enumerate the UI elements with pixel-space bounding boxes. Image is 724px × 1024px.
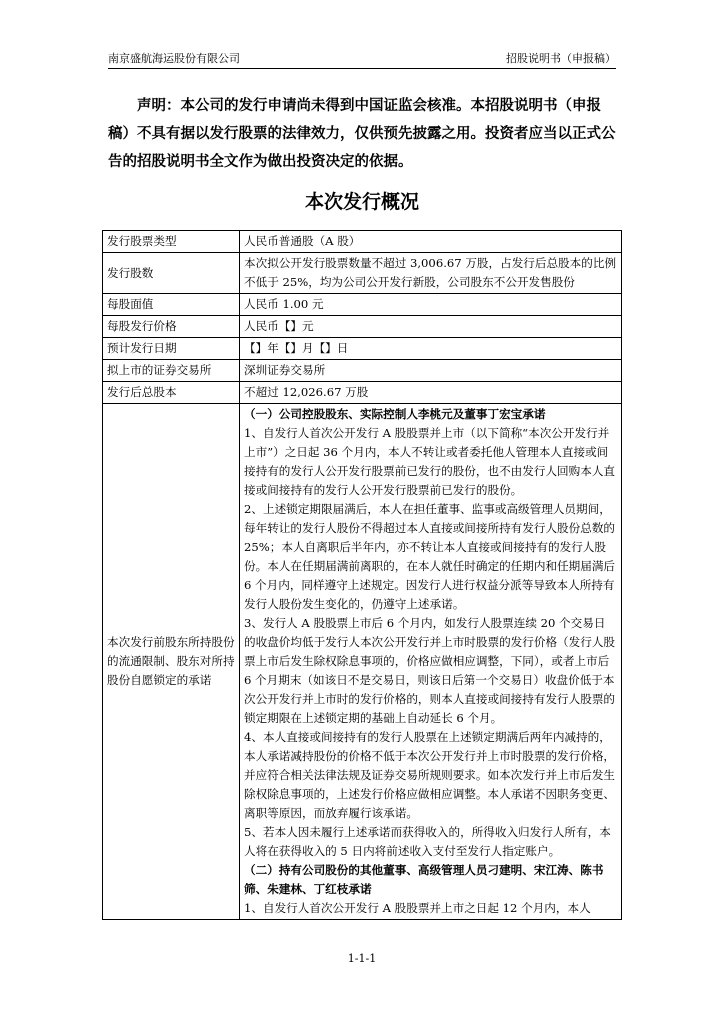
offering-overview-table — [102, 230, 622, 920]
row-value: 不超过 12,026.67 万股 — [240, 382, 622, 404]
header-doc-title: 招股说明书（申报稿） — [506, 52, 616, 65]
header-company: 南京盛航海运股份有限公司 — [108, 52, 240, 65]
table-row — [103, 294, 622, 316]
lockup-heading-other-directors: （二）持有公司股份的其他董事、高级管理人员刁建明、宋江涛、陈书筛、朱建林、丁红枝承诺 — [244, 863, 604, 896]
declaration-paragraph: 声明：本公司的发行申请尚未得到中国证监会核准。本招股说明书（申报稿）不具有据以发行股票的法律效力，仅供预先披露之用。投资者应当以正式公告的招股说明书全文作为做出投资决定的依据。 — [108, 98, 616, 170]
lockup-paragraph: 4、本人直接或间接持有的发行人股票在上述锁定期满后两年内减持的，本人承诺减持股份的价格不低于本次公开发行并上市时股票的发行价格，并应符合相关法律法规及证券交易所规则要求。如本次发行并上市后发生除权除息事项的，上述发行价格应做相应调整。本人承诺不因职务变更、离职等原因，而放弃履行该承诺。 — [244, 730, 616, 820]
lockup-label: 本次发行前股东所持股份的流通限制、股东对所持股份自愿锁定的承诺 — [103, 404, 240, 920]
table-row-lockup — [103, 404, 622, 920]
row-value: 深圳证券交易所 — [240, 360, 622, 382]
lockup-heading-controlling-shareholder: （一）公司控股股东、实际控制人李桃元及董事丁宏宝承诺 — [244, 407, 546, 421]
row-label: 发行后总股本 — [103, 382, 240, 404]
page-number: 1-1-1 — [347, 952, 377, 965]
table-row — [103, 382, 622, 404]
table-row — [103, 360, 622, 382]
table-row — [103, 316, 622, 338]
row-label: 发行股票类型 — [103, 231, 240, 253]
lockup-paragraph: 5、若本人因未履行上述承诺而获得收入的，所得收入归发行人所有，本人将在获得收入的 5 日内将前述收入支付至发行人指定账户。 — [244, 825, 611, 858]
table-row — [103, 253, 622, 294]
row-label: 每股面值 — [103, 294, 240, 316]
lockup-commitments — [240, 404, 622, 920]
row-label: 拟上市的证券交易所 — [103, 360, 240, 382]
table-row — [103, 338, 622, 360]
row-label: 每股发行价格 — [103, 316, 240, 338]
lockup-paragraph: 1、自发行人首次公开发行 A 股股票并上市之日起 12 个月内，本人 — [244, 901, 591, 915]
section-title: 本次发行概况 — [304, 191, 419, 213]
row-value: 人民币 1.00 元 — [240, 294, 622, 316]
row-value: 本次拟公开发行股票数量不超过 3,006.67 万股，占发行后总股本的比例不低于 25%，均为公司公开发行新股，公司股东不公开发售股份 — [240, 253, 622, 294]
row-label: 发行股数 — [103, 253, 240, 294]
lockup-paragraph: 3、发行人 A 股股票上市后 6 个月内，如发行人股票连续 20 个交易日的收盘价均低于发行人本次公开发行并上市时股票的发行价格（发行人股票上市后发生除权除息事项的，价格应做相应调整，下同），或者上市后 6 个月期末（如该日不是交易日，则该日后第一个交易日）收盘价低于本次公开发行并上市时的发行价格的，则本人直接或间接持有发行人股票的锁定期限在上述锁定期的基础上自动延长 6 个月。 — [244, 616, 616, 725]
row-label: 预计发行日期 — [103, 338, 240, 360]
lockup-paragraph: 2、上述锁定期限届满后，本人在担任董事、监事或高级管理人员期间，每年转让的发行人股份不得超过本人直接或间接所持有发行人股份总数的 25%；本人自离职后半年内，亦不转让本人直接或间接持有的发行人股份。本人在任期届满前离职的，在本人就任时确定的任期内和任期届满后 6 个月内，同样遵守上述规定。因发行人进行权益分派等导致本人所持有发行人股份发生变化的，仍遵守上述承诺。 — [244, 502, 616, 611]
row-value: 【】年【】月【】日 — [240, 338, 622, 360]
row-value: 人民币【】元 — [240, 316, 622, 338]
page-header — [108, 50, 616, 69]
table-row — [103, 231, 622, 253]
row-value: 人民币普通股（A 股） — [240, 231, 622, 253]
lockup-paragraph: 1、自发行人首次公开发行 A 股股票并上市（以下简称“本次公开发行并上市”）之日起 36 个月内，本人不转让或者委托他人管理本人直接或间接持有的发行人公开发行股票前已发行的股份，也不由发行人回购本人直接或间接持有的发行人公开发行股票前已发行的股份。 — [244, 426, 616, 497]
